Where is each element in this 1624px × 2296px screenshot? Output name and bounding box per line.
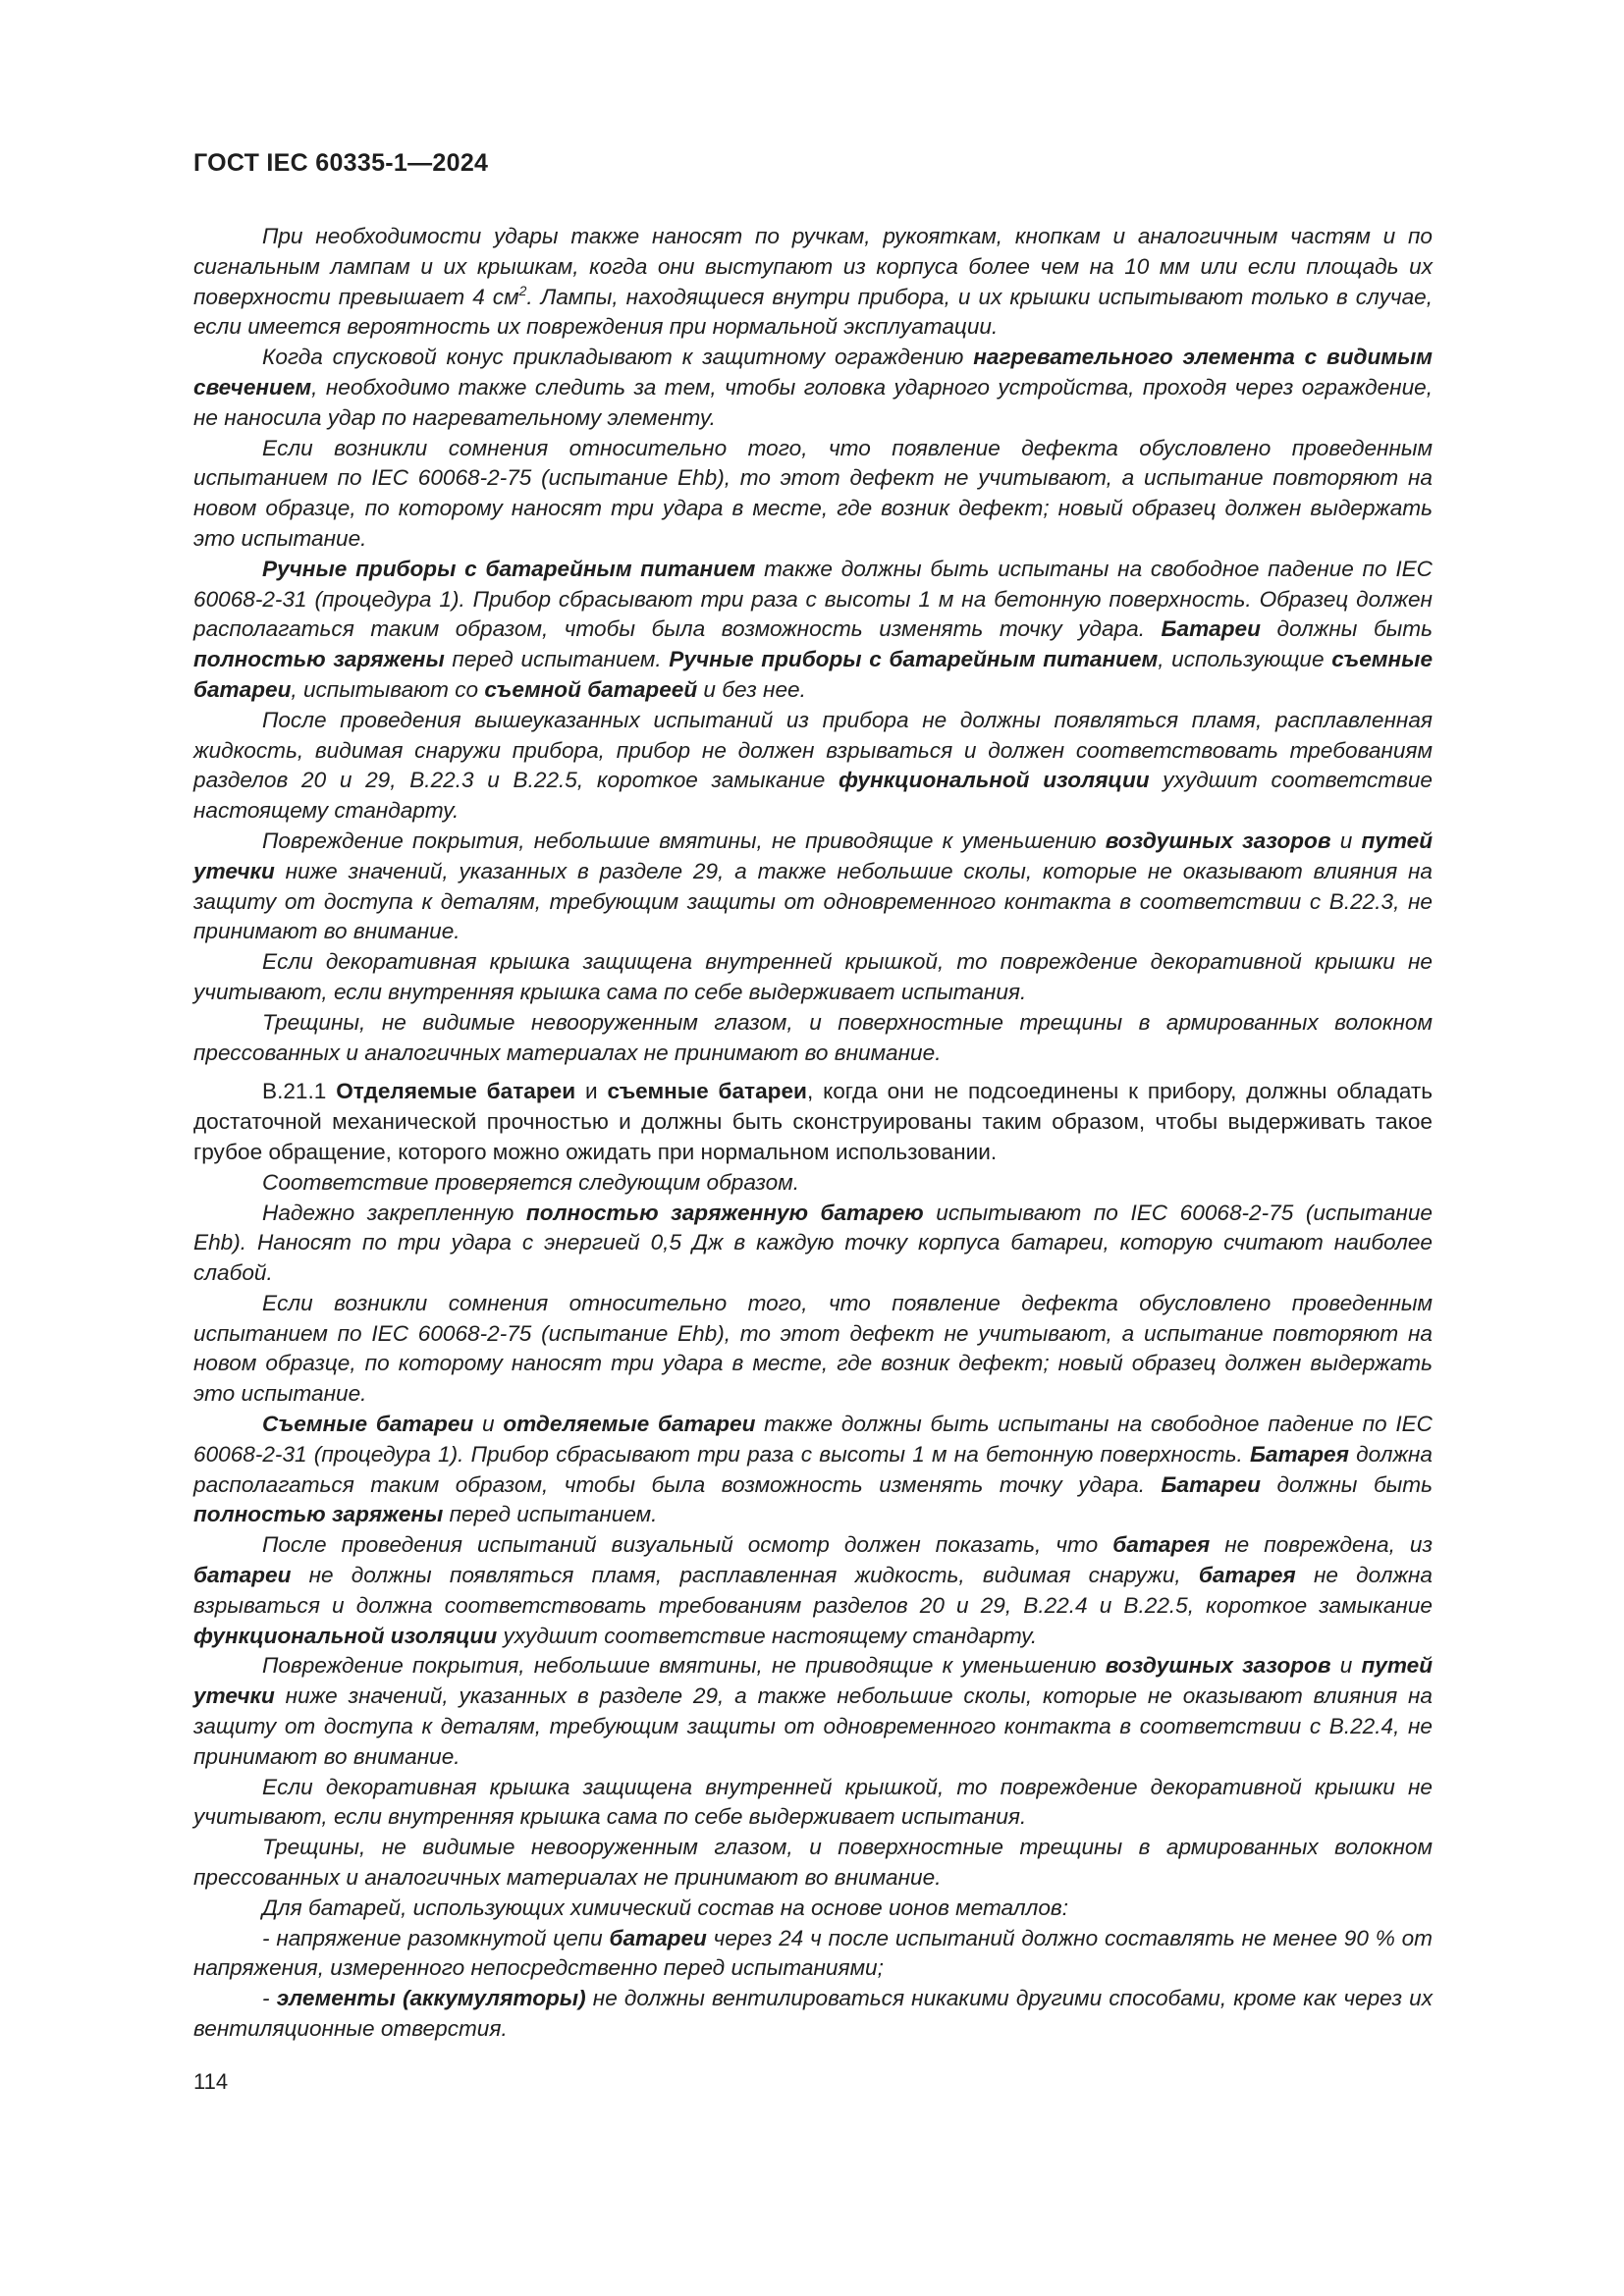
text-run: Трещины, не видимые невооруженным глазом, и поверхностные трещины в армированных волокном прессованных и аналогичных материалах не принимают во внимание.	[193, 1835, 1433, 1891]
paragraph	[193, 947, 1433, 1008]
paragraph	[193, 1410, 1433, 1530]
paragraph	[193, 1289, 1433, 1410]
text-run: , испытывают со	[291, 676, 485, 702]
text-run: ниже значений, указанных в разделе 29, а также небольшие сколы, которые не оказывают влияния на защиту от доступа к деталям, требующим защиты от одновременного контакта в соответствии с B.22.4, не принимают во внимание.	[193, 1683, 1433, 1769]
text-run: После проведения вышеуказанных испытаний из прибора не должны появляться пламя, расплавленная жидкость, видимая снаружи прибора, прибор не должен взрываться и должен соответствовать требованиям разделов 20 и 29, B.22.3 и B.22.5, короткое замыкание	[193, 707, 1433, 793]
text-run: и	[473, 1412, 504, 1437]
paragraph	[193, 706, 1433, 827]
text-run: не должны вентилироваться никакими другими способами, кроме как через их вентиляционные отверстия.	[193, 1986, 1433, 2042]
defined-term: съемной батареей	[484, 676, 698, 702]
text-run: , необходимо также следить за тем, чтобы головка ударного устройства, проходя через ограждение, не наносила удар по нагревательному элементу.	[193, 374, 1433, 430]
text-run: , использующие	[1158, 647, 1332, 672]
text-run: Когда спусковой конус прикладывают к защитному ограждению	[262, 345, 974, 370]
defined-term: Батареи	[1161, 616, 1261, 642]
paragraph	[193, 1008, 1433, 1069]
defined-term: Батареи	[1161, 1471, 1261, 1497]
defined-term: путей утечки	[193, 1653, 1433, 1709]
defined-term: воздушных зазоров	[1105, 828, 1331, 853]
defined-term: элементы (аккумуляторы)	[276, 1986, 586, 2011]
paragraph	[193, 1773, 1433, 1834]
text-run: После проведения испытаний визуальный осмотр должен показать, что	[262, 1532, 1113, 1558]
paragraph	[193, 827, 1433, 947]
paragraph	[193, 1077, 1433, 1167]
paragraph	[193, 1168, 1433, 1199]
defined-term: функциональной изоляции	[193, 1623, 498, 1648]
paragraph	[193, 1530, 1433, 1651]
defined-term: съемные батареи	[607, 1079, 807, 1104]
text-run: Трещины, не видимые невооруженным глазом, и поверхностные трещины в армированных волокном прессованных и аналогичных материалах не принимают во внимание.	[193, 1009, 1433, 1065]
text-run: ухудшит соответствие настоящему стандарту.	[193, 768, 1433, 824]
text-run: При необходимости удары также наносят по ручкам, рукояткам, кнопкам и аналогичным частям и по сигнальным лампам и их крышкам, когда они выступают из корпуса более чем на 10 мм или если площадь их поверхности превышает 4 см	[193, 224, 1433, 309]
defined-term: путей утечки	[193, 828, 1433, 883]
text-run: должна располагаться таким образом, чтобы была возможность изменять точку удара.	[193, 1441, 1433, 1497]
text-run: также должны быть испытаны на свободное падение по IEC 60068-2-31 (процедура 1). Прибор сбрасывают три раза с высоты 1 м на бетонную поверхность.	[193, 1412, 1434, 1467]
paragraph	[193, 1199, 1433, 1289]
paragraph	[193, 222, 1433, 343]
page-number: 114	[193, 2069, 229, 2094]
text-run: Если декоративная крышка защищена внутренней крышкой, то повреждение декоративной крышки не учитывают, если внутренняя крышка сама по себе выдерживает испытания.	[193, 949, 1433, 1004]
paragraph	[193, 555, 1433, 706]
text-run: перед испытанием.	[443, 1502, 658, 1527]
text-run: не должны появляться пламя, расплавленная жидкость, видимая снаружи,	[291, 1563, 1199, 1588]
paragraph	[193, 1984, 1433, 2045]
text-run: Повреждение покрытия, небольшие вмятины, не приводящие к уменьшению	[262, 1653, 1106, 1679]
defined-term: функциональной изоляции	[838, 768, 1150, 793]
text-run: Если декоративная крышка защищена внутренней крышкой, то повреждение декоративной крышки не учитывают, если внутренняя крышка сама по себе выдерживает испытания.	[193, 1774, 1433, 1830]
paragraph	[193, 1924, 1433, 1985]
text-run: Повреждение покрытия, небольшие вмятины, не приводящие к уменьшению	[262, 828, 1106, 853]
text-run: B.21.1	[262, 1079, 337, 1104]
defined-term: Ручные приборы с батарейным питанием	[262, 556, 756, 581]
text-run: , когда они не подсоединены к прибору, должны обладать достаточной механической прочностью и должны быть сконструированы таким образом, чтобы выдерживать такое грубое обращение, которого можно ожидать при нормальном использовании.	[193, 1079, 1434, 1164]
text-run: Соответствие проверяется следующим образом.	[262, 1169, 800, 1195]
defined-term: батарея	[1198, 1563, 1296, 1588]
defined-term: батарея	[1112, 1532, 1211, 1558]
text-run: и	[1330, 1653, 1362, 1679]
defined-term: Отделяемые батареи	[336, 1079, 576, 1104]
text-run: перед испытанием.	[444, 647, 670, 672]
text-run: Для батарей, использующих химический состав на основе ионов металлов:	[262, 1895, 1068, 1920]
defined-term: нагревательного элемента с видимым свечением	[193, 345, 1433, 400]
text-run: не должна взрываться и должна соответствовать требованиям разделов 20 и 29, B.22.4 и B.22.5, короткое замыкание	[193, 1563, 1433, 1618]
defined-term: полностью заряженную батарею	[525, 1200, 924, 1225]
text-run: испытывают по IEC 60068-2-75 (испытание Ehb). Наносят по три удара с энергией 0,5 Дж в каждую точку корпуса батареи, которую считают наиболее слабой.	[193, 1200, 1433, 1286]
text-run: . Лампы, находящиеся внутри прибора, и их крышки испытывают только в случае, если имеется вероятность их повреждения при нормальной эксплуатации.	[193, 284, 1433, 340]
defined-term: воздушных зазоров	[1105, 1653, 1331, 1679]
defined-term: Съемные батареи	[262, 1412, 474, 1437]
text-run: Надежно закрепленную	[262, 1200, 526, 1225]
defined-term: Ручные приборы с батарейным питанием	[669, 647, 1159, 672]
text-run: ниже значений, указанных в разделе 29, а также небольшие сколы, которые не оказывают влияния на защиту от доступа к деталям, требующим защиты от одновременного контакта в соответствии с B.22.3, не принимают во внимание.	[193, 858, 1433, 944]
paragraph	[193, 343, 1433, 433]
text-run: должны быть	[1260, 616, 1433, 642]
text-run: должны быть	[1260, 1471, 1433, 1497]
document-header-title: ГОСТ IEC 60335-1—2024	[193, 149, 489, 177]
document-body	[193, 222, 1433, 2045]
paragraph	[193, 1651, 1433, 1772]
defined-term: Батарея	[1250, 1441, 1349, 1467]
defined-term: батареи	[609, 1925, 707, 1950]
text-run: через 24 ч после испытаний должно составлять не менее 90 % от напряжения, измеренного непосредственно перед испытаниями;	[193, 1925, 1433, 1981]
text-run: не повреждена, из	[1210, 1532, 1433, 1558]
defined-term: съемные батареи	[193, 647, 1434, 702]
text-run: Если возникли сомнения относительно того, что появление дефекта обусловлено проведенным испытанием по IEC 60068-2-75 (испытание Ehb), то этот дефект не учитывают, а испытание повторяют на новом образце, по которому наносят три удара в месте, где возник дефект; новый образец должен выдержать это испытание.	[193, 1290, 1433, 1407]
superscript: 2	[518, 282, 527, 298]
paragraph	[193, 1833, 1433, 1894]
defined-term: полностью заряжены	[193, 1502, 444, 1527]
text-run: и	[1330, 828, 1362, 853]
paragraph	[193, 1894, 1433, 1924]
text-run: также должны быть испытаны на свободное падение по IEC 60068-2-31 (процедура 1). Прибор сбрасывают три раза с высоты 1 м на бетонную поверхность. Образец должен располагаться таким образом, чтобы была возможность изменять точку удара.	[193, 556, 1433, 642]
text-run: и	[575, 1079, 608, 1104]
text-run: и без нее.	[697, 676, 806, 702]
text-run: - напряжение разомкнутой цепи	[262, 1925, 610, 1950]
defined-term: полностью заряжены	[193, 647, 445, 672]
text-run: -	[262, 1986, 277, 2011]
text-run: ухудшит соответствие настоящему стандарту.	[497, 1623, 1038, 1648]
paragraph	[193, 434, 1433, 555]
defined-term: батареи	[193, 1563, 292, 1588]
defined-term: отделяемые батареи	[503, 1412, 756, 1437]
text-run: Если возникли сомнения относительно того, что появление дефекта обусловлено проведенным испытанием по IEC 60068-2-75 (испытание Ehb), то этот дефект не учитывают, а испытание повторяют на новом образце, по которому наносят три удара в месте, где возник дефект; новый образец должен выдержать это испытание.	[193, 435, 1433, 551]
